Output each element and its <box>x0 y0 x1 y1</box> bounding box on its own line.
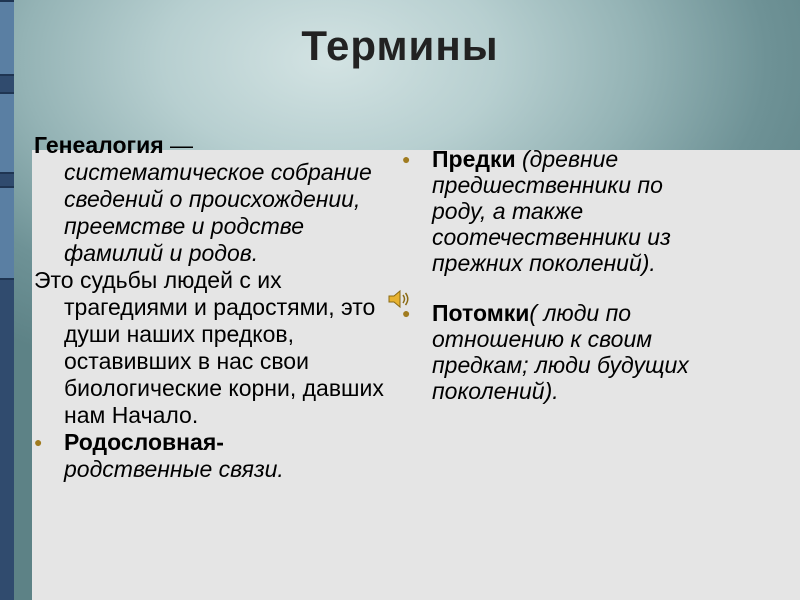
bullet-dot-icon: ● <box>402 305 411 321</box>
edge-notch-3 <box>0 186 14 280</box>
pedigree-definition: родственные связи. <box>64 456 284 482</box>
genealogy-dash: — <box>163 132 194 158</box>
destiny-paragraph: Это судьбы людей с их трагедиями и радостями, это души наших предков, оставивших в нас свои биологические корни, давших нам Начало. <box>34 267 384 428</box>
ancestors-bullet <box>402 146 722 276</box>
descendants-bullet <box>402 300 722 404</box>
left-column <box>34 132 404 483</box>
pedigree-bullet <box>34 429 404 483</box>
ancestors-definition: (древние предшественники по роду, а также соотечественники из прежних поколений). <box>432 146 671 276</box>
bullet-dot-icon: ● <box>34 434 43 450</box>
edge-notch-2 <box>0 92 14 174</box>
bullet-dot-icon: ● <box>402 151 411 167</box>
descendants-definition: ( люди по отношению к своим предкам; люди будущих поколений). <box>432 300 689 404</box>
ancestors-term: Предки <box>432 146 516 172</box>
descendants-term: Потомки <box>432 300 530 326</box>
genealogy-paragraph <box>34 132 404 267</box>
pedigree-term: Родословная- <box>64 429 224 455</box>
right-column <box>402 146 722 404</box>
genealogy-term: Генеалогия <box>34 132 164 158</box>
slide-title: Термины <box>301 22 499 69</box>
genealogy-definition: систематическое собрание сведений о происхождении, преемстве и родстве фамилий и родов. <box>64 159 372 266</box>
left-edge-strip <box>0 0 14 600</box>
